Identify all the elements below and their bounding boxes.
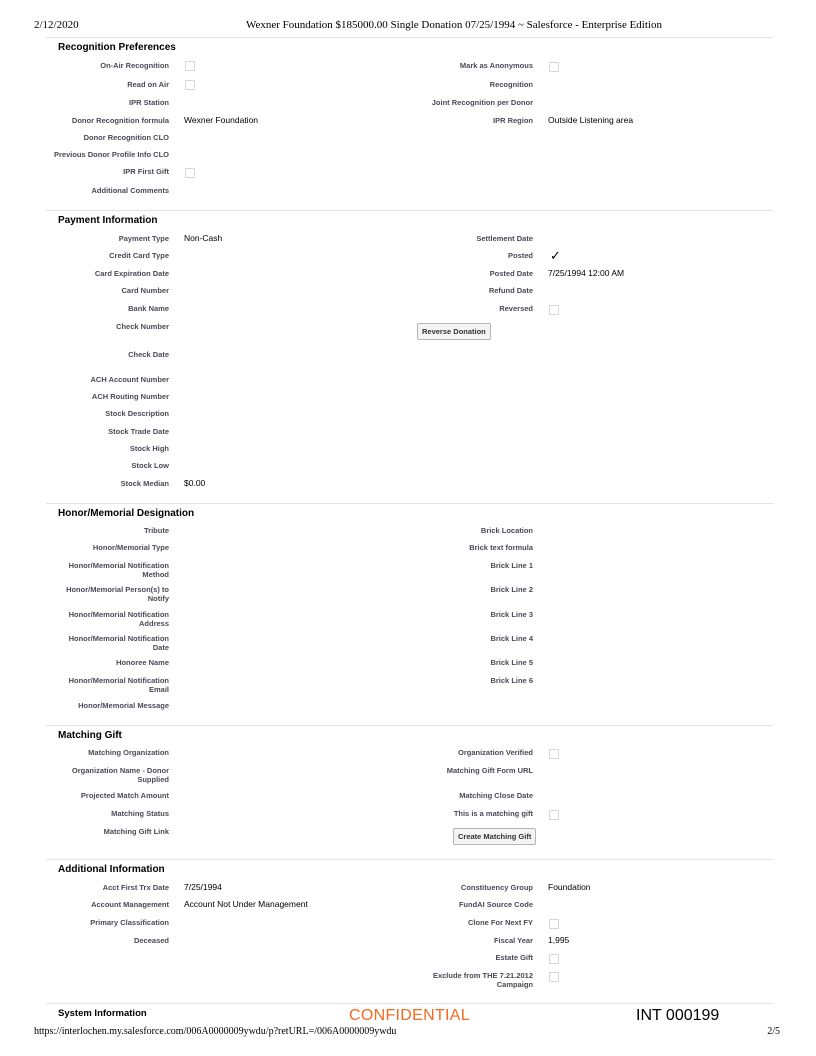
brick-line-4-label: Brick Line 4 [490, 634, 533, 643]
ipr-first-gift-checkbox[interactable] [185, 168, 195, 178]
check-number-label: Check Number [116, 322, 169, 331]
section-title-system: System Information [58, 1008, 147, 1019]
bank-name-label: Bank Name [128, 304, 169, 313]
acct-first-trx-value: 7/25/1994 [184, 882, 222, 892]
section-title-honor: Honor/Memorial Designation [58, 508, 195, 519]
matching-form-url-label: Matching Gift Form URL [446, 766, 533, 775]
posted-date-label: Posted Date [489, 269, 533, 278]
ipr-region-label: IPR Region [492, 116, 533, 125]
estate-gift-checkbox[interactable] [549, 954, 559, 964]
section-title-payment: Payment Information [58, 215, 158, 226]
ach-routing-label: ACH Routing Number [91, 392, 169, 401]
page-number: 2/5 [767, 1026, 780, 1037]
primary-classification-label: Primary Classification [90, 918, 169, 927]
posted-label: Posted [507, 251, 533, 260]
honor-type-label: Honor/Memorial Type [92, 543, 169, 552]
reversed-checkbox[interactable] [549, 305, 559, 315]
read-on-air-checkbox[interactable] [185, 80, 195, 90]
constituency-group-label: Constituency Group [460, 883, 533, 892]
brick-line-6-label: Brick Line 6 [490, 676, 533, 685]
section-title-recognition: Recognition Preferences [58, 42, 176, 53]
section-title-matching: Matching Gift [58, 730, 122, 741]
notification-address-label: Honor/Memorial Notification Address [68, 610, 169, 628]
stock-trade-date-label: Stock Trade Date [108, 427, 169, 436]
section-divider [46, 37, 773, 38]
payment-type-value: Non-Cash [184, 233, 223, 243]
read-on-air-label: Read on Air [127, 80, 169, 89]
fiscal-year-value: 1,995 [548, 935, 570, 945]
credit-card-type-label: Credit Card Type [109, 251, 169, 260]
mark-anonymous-checkbox[interactable] [549, 62, 559, 72]
matching-gift-link-label: Matching Gift Link [103, 827, 169, 836]
ipr-region-value: Outside Listening area [548, 115, 634, 125]
card-expiration-label: Card Expiration Date [94, 269, 169, 278]
stock-low-label: Stock Low [131, 461, 169, 470]
footer-url: https://interlochen.my.salesforce.com/006A0000009ywdu/p?retURL=/006A0000009ywdu [34, 1026, 397, 1037]
recognition-label: Recognition [489, 80, 533, 89]
org-name-supplied-label: Organization Name - Donor Supplied [71, 766, 169, 784]
matching-close-date-label: Matching Close Date [459, 791, 533, 800]
notification-email-label: Honor/Memorial Notification Email [68, 676, 169, 694]
ach-account-label: ACH Account Number [90, 375, 169, 384]
organization-verified-label: Organization Verified [457, 748, 533, 757]
matching-organization-label: Matching Organization [88, 748, 169, 757]
brick-line-2-label: Brick Line 2 [490, 585, 533, 594]
estate-gift-label: Estate Gift [495, 953, 533, 962]
additional-comments-label: Additional Comments [91, 186, 169, 195]
is-matching-gift-checkbox[interactable] [549, 810, 559, 820]
persons-to-notify-label: Honor/Memorial Person(s) to Notify [66, 585, 169, 603]
on-air-recognition-label: On-Air Recognition [100, 61, 169, 70]
clone-next-fy-checkbox[interactable] [549, 919, 559, 929]
organization-verified-checkbox[interactable] [549, 749, 559, 759]
stock-median-value: $0.00 [184, 478, 206, 488]
brick-line-3-label: Brick Line 3 [490, 610, 533, 619]
honor-message-label: Honor/Memorial Message [78, 701, 169, 710]
card-number-label: Card Number [121, 286, 169, 295]
fundai-source-label: FundAI Source Code [458, 900, 533, 909]
notification-method-label: Honor/Memorial Notification Method [68, 561, 169, 579]
on-air-recognition-checkbox[interactable] [185, 61, 195, 71]
section-divider [46, 1003, 773, 1004]
posted-date-value: 7/25/1994 12:00 AM [548, 268, 625, 278]
notification-date-label: Honor/Memorial Notification Date [68, 634, 169, 652]
account-management-label: Account Management [91, 900, 169, 909]
payment-type-label: Payment Type [118, 234, 169, 243]
ipr-first-gift-label: IPR First Gift [123, 167, 169, 176]
settlement-date-label: Settlement Date [476, 234, 533, 243]
clone-next-fy-label: Clone For Next FY [467, 918, 533, 927]
account-management-value: Account Not Under Management [184, 899, 308, 909]
fiscal-year-label: Fiscal Year [493, 936, 533, 945]
check-date-label: Check Date [128, 350, 169, 359]
honoree-name-label: Honoree Name [116, 658, 169, 667]
section-title-additional: Additional Information [58, 864, 165, 875]
exclude-campaign-checkbox[interactable] [549, 972, 559, 982]
projected-match-label: Projected Match Amount [80, 791, 169, 800]
create-matching-gift-button[interactable]: Create Matching Gift [453, 828, 536, 845]
reversed-label: Reversed [499, 304, 533, 313]
brick-location-label: Brick Location [480, 526, 533, 535]
brick-text-formula-label: Brick text formula [469, 543, 533, 552]
stock-description-label: Stock Description [105, 409, 169, 418]
section-divider [46, 725, 773, 726]
stock-high-label: Stock High [129, 444, 169, 453]
section-divider [46, 503, 773, 504]
posted-checkmark-icon: ✓ [550, 248, 561, 263]
deceased-label: Deceased [133, 936, 169, 945]
acct-first-trx-label: Acct First Trx Date [102, 883, 169, 892]
stock-median-label: Stock Median [120, 479, 169, 488]
donor-recognition-formula-label: Donor Recognition formula [71, 116, 169, 125]
previous-donor-profile-label: Previous Donor Profile Info CLO [53, 150, 169, 159]
donor-recognition-clo-label: Donor Recognition CLO [83, 133, 169, 142]
tribute-label: Tribute [143, 526, 169, 535]
donor-recognition-formula-value: Wexner Foundation [184, 115, 259, 125]
mark-anonymous-label: Mark as Anonymous [459, 61, 533, 70]
section-divider [46, 859, 773, 860]
joint-recognition-label: Joint Recognition per Donor [431, 98, 533, 107]
ipr-station-label: IPR Station [128, 98, 169, 107]
print-date: 2/12/2020 [34, 19, 79, 31]
brick-line-5-label: Brick Line 5 [490, 658, 533, 667]
confidential-stamp: CONFIDENTIAL [349, 1007, 470, 1024]
page-title: Wexner Foundation $185000.00 Single Donation 07/25/1994 ~ Salesforce - Enterprise Edition [246, 19, 662, 31]
is-matching-gift-label: This is a matching gift [453, 809, 533, 818]
section-divider [46, 210, 773, 211]
bates-number: INT 000199 [636, 1007, 720, 1024]
constituency-group-value: Foundation [548, 882, 591, 892]
matching-status-label: Matching Status [111, 809, 169, 818]
exclude-campaign-label: Exclude from THE 7.21.2012 Campaign [432, 971, 533, 989]
reverse-donation-button[interactable]: Reverse Donation [417, 323, 491, 340]
refund-date-label: Refund Date [488, 286, 533, 295]
brick-line-1-label: Brick Line 1 [490, 561, 533, 570]
